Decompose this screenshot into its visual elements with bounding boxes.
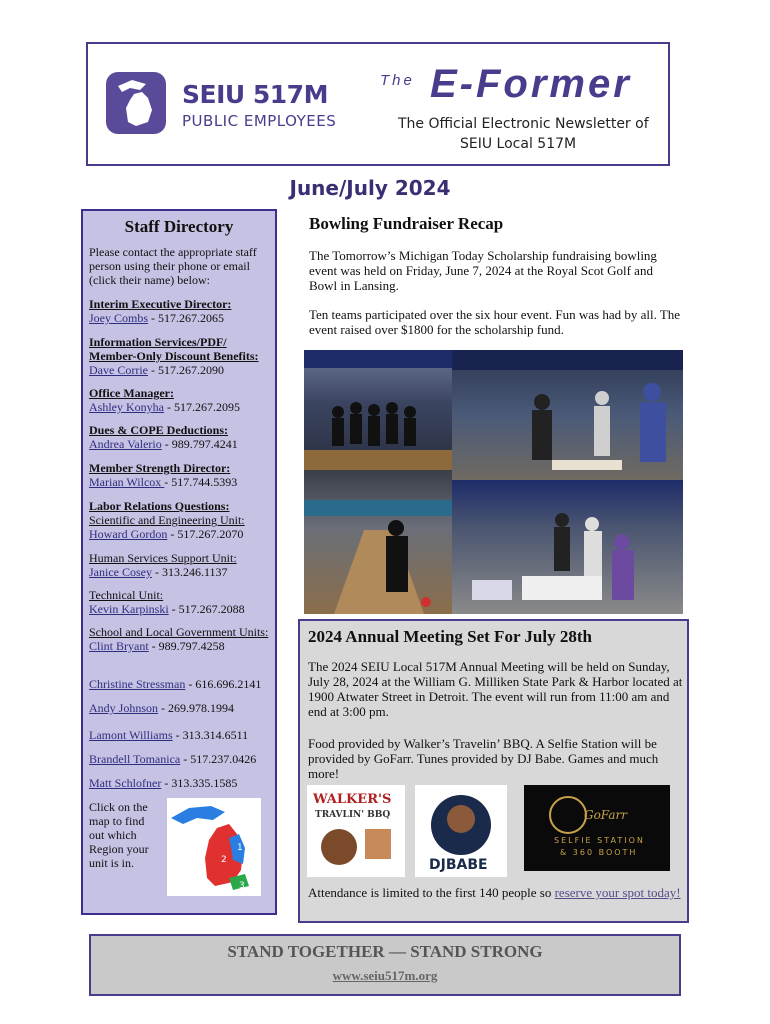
staff-name-link[interactable]: Lamont Williams xyxy=(89,728,173,742)
reserve-spot-link[interactable]: reserve your spot today! xyxy=(554,885,681,900)
staff-name-link[interactable]: Joey Combs xyxy=(89,311,149,325)
staff-name-link[interactable]: Clint Bryant xyxy=(89,639,149,653)
staff-phone: - 517.267.2070 xyxy=(167,527,244,541)
staff-name-link[interactable]: Andrea Valerio xyxy=(89,437,162,451)
directory-entry xyxy=(89,728,275,742)
website-link[interactable]: www.seiu517m.org xyxy=(332,968,438,983)
directory-intro: Please contact the appropriate staff person using their phone or email (click their name) below: xyxy=(89,245,257,287)
djbabe-logo xyxy=(415,785,507,877)
staff-phone: - 313.314.6511 xyxy=(172,728,249,742)
masthead xyxy=(86,42,670,166)
staff-name-link[interactable]: Marian Wilcox xyxy=(89,475,165,489)
brand-subtitle: PUBLIC EMPLOYEES xyxy=(182,112,337,130)
walkers-bbq-logo xyxy=(307,785,405,877)
gofarr-logo-subtext-1: SELFIE STATION xyxy=(554,836,645,845)
directory-entry xyxy=(89,776,275,790)
newsletter-prefix: The xyxy=(380,72,415,89)
brand-name: SEIU 517M xyxy=(182,80,328,109)
bowling-paragraph-1: The Tomorrow’s Michigan Today Scholarship fundraising bowling event was held on Friday, June 7, 2024 at the Royal Scot Golf and Bowl in Lansing. xyxy=(309,248,657,293)
staff-phone: - 616.696.2141 xyxy=(185,677,262,691)
staff-phone: - 269.978.1994 xyxy=(158,701,235,715)
staff-phone: - 517.267.2090 xyxy=(147,363,224,377)
directory-entry xyxy=(89,752,275,766)
staff-phone: - 517.237.0426 xyxy=(180,752,257,766)
bowling-paragraph-2: Ten teams participated over the six hour event. Fun was had by all. The event raised over $1800 for the scholarship fund. xyxy=(309,307,681,337)
role-label: Interim Executive Director: xyxy=(89,297,232,311)
meeting-paragraph-2: Food provided by Walker’s Travelin’ BBQ. A Selfie Station will be provided by GoFarr. Tunes provided by DJ Babe. Games and much more! xyxy=(308,736,659,781)
directory-entry xyxy=(89,461,275,489)
directory-entry xyxy=(89,335,275,377)
directory-entry xyxy=(89,625,275,653)
staff-name-link[interactable]: Andy Johnson xyxy=(89,701,159,715)
map-caption: Click on the map to find out which Region your unit is in. xyxy=(89,800,149,870)
meeting-title: 2024 Annual Meeting Set For July 28th xyxy=(308,627,592,646)
staff-name-link[interactable]: Dave Corrie xyxy=(89,363,148,377)
djbabe-logo-text: DJBABE xyxy=(429,857,488,873)
walkers-logo-text: WALKER'S xyxy=(313,792,392,807)
staff-name-link[interactable]: Ashley Konyha xyxy=(89,400,164,414)
annual-meeting-box xyxy=(298,619,689,923)
bowler-photo xyxy=(304,470,452,614)
region-label: 2 xyxy=(221,855,227,865)
staff-name-link[interactable]: Brandell Tomanica xyxy=(89,752,181,766)
directory-entry xyxy=(89,297,275,325)
staff-name-link[interactable]: Howard Gordon xyxy=(89,527,168,541)
directory-entry xyxy=(89,677,275,691)
unit-label: Technical Unit: xyxy=(89,588,164,602)
michigan-logo-icon xyxy=(106,72,166,134)
staff-phone: - 313.335.1585 xyxy=(161,776,238,790)
walkers-logo-subtext: TRAVLIN' BBQ xyxy=(315,810,391,820)
tagline-line-1: The Official Electronic Newsletter of xyxy=(398,116,649,132)
tagline-line-2: SEIU Local 517M xyxy=(460,136,577,152)
staff-name-link[interactable]: Kevin Karpinski xyxy=(89,602,169,616)
region-map[interactable] xyxy=(167,798,261,896)
directory-entry xyxy=(89,551,275,579)
staff-phone: - 517.267.2088 xyxy=(168,602,245,616)
role-label: Dues & COPE Deductions: xyxy=(89,423,229,437)
staff-phone: - 313.246.1137 xyxy=(151,565,228,579)
bowling-team-photo xyxy=(304,350,452,470)
staff-phone: - 517.267.2065 xyxy=(148,311,225,325)
footer-banner xyxy=(89,934,681,996)
meeting-paragraph-1: The 2024 SEIU Local 517M Annual Meeting will be held on Sunday, July 28, 2024 at the William G. Milliken State Park & Harbor located at 1900 Atwater Street in Detroit. The event will run from 11:00 am and end at 3:00 pm. xyxy=(308,659,683,719)
newsletter-name: E-Former xyxy=(430,62,632,106)
staff-phone: - 517.267.2095 xyxy=(164,400,240,414)
staff-name-link[interactable]: Matt Schlofner xyxy=(89,776,162,790)
role-label: Information Services/PDF/ Member-Only Discount Benefits: xyxy=(89,335,259,363)
unit-label: Human Services Support Unit: xyxy=(89,551,237,565)
issue-date: June/July 2024 xyxy=(289,176,451,200)
directory-entry xyxy=(89,588,275,616)
bowling-social-photo xyxy=(452,350,683,480)
directory-entry xyxy=(89,423,275,451)
directory-entry xyxy=(89,499,275,541)
unit-label: Scientific and Engineering Unit: xyxy=(89,513,245,527)
staff-name-link[interactable]: Janice Cosey xyxy=(89,565,152,579)
unit-label: School and Local Government Units: xyxy=(89,625,269,639)
role-label: Labor Relations Questions: xyxy=(89,499,230,513)
staff-phone: - 517.744.5393 xyxy=(164,475,238,489)
attendance-text: Attendance is limited to the first 140 people so xyxy=(308,885,555,900)
role-label: Office Manager: xyxy=(89,386,174,400)
role-label: Member Strength Director: xyxy=(89,461,231,475)
bowling-alley-photo xyxy=(452,480,683,614)
gofarr-logo xyxy=(524,785,670,871)
region-label: 1 xyxy=(237,843,243,853)
staff-directory-sidebar xyxy=(81,209,277,915)
directory-entry xyxy=(89,386,275,414)
staff-phone: - 989.797.4241 xyxy=(161,437,238,451)
gofarr-logo-text: GoFarr xyxy=(584,808,627,822)
staff-phone: - 989.797.4258 xyxy=(148,639,225,653)
directory-entry xyxy=(89,701,275,715)
attendance-note xyxy=(308,885,683,900)
bowling-article-title: Bowling Fundraiser Recap xyxy=(309,214,504,233)
staff-name-link[interactable]: Christine Stressman xyxy=(89,677,186,691)
gofarr-logo-subtext-2: & 360 BOOTH xyxy=(560,848,638,857)
footer-slogan: STAND TOGETHER — STAND STRONG xyxy=(227,942,543,961)
sidebar-title: Staff Directory xyxy=(124,217,234,236)
region-label: 3 xyxy=(239,881,245,891)
